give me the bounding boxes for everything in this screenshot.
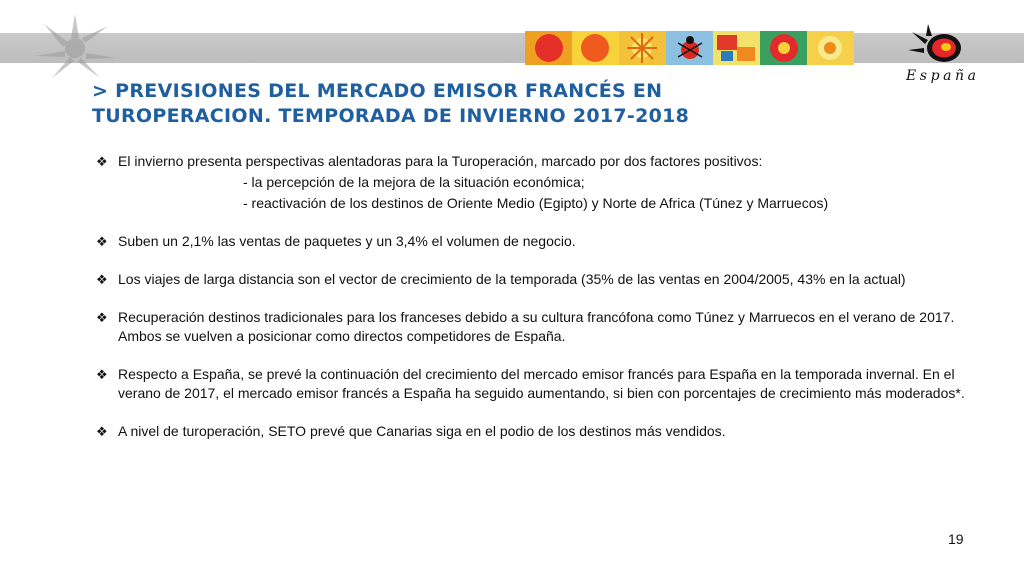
tile-squares bbox=[713, 31, 760, 65]
bullet-diamond-icon: ❖ bbox=[96, 154, 108, 169]
tile-red-circle bbox=[760, 31, 807, 65]
miro-tiles-strip bbox=[525, 31, 854, 65]
title-line-2: TUROPERACION. TEMPORADA DE INVIERNO 2017-2018 bbox=[92, 105, 690, 127]
bullet-diamond-icon: ❖ bbox=[96, 367, 108, 382]
bullet-diamond-icon: ❖ bbox=[96, 310, 108, 325]
tile-star-sun bbox=[619, 31, 666, 65]
tile-bug bbox=[666, 31, 713, 65]
bullet-diamond-icon: ❖ bbox=[96, 234, 108, 249]
list-item bbox=[96, 308, 976, 346]
bullet-text: A nivel de turoperación, SETO prevé que Canarias siga en el podio de los destinos más vendidos. bbox=[118, 423, 726, 439]
tile-orange-sun bbox=[572, 31, 619, 65]
page-number: 19 bbox=[948, 531, 964, 547]
sub-item: - reactivación de los destinos de Oriente Medio (Egipto) y Norte de Africa (Túnez y Marruecos) bbox=[243, 195, 829, 211]
list-item bbox=[96, 232, 976, 251]
logo-text: España bbox=[906, 68, 976, 84]
tile-yellow-sun bbox=[807, 31, 854, 65]
header-band bbox=[0, 33, 1024, 63]
slide-title bbox=[92, 79, 892, 129]
sun-decoration-icon bbox=[30, 10, 120, 80]
list-item bbox=[96, 152, 976, 213]
bullet-diamond-icon: ❖ bbox=[96, 272, 108, 287]
list-item bbox=[96, 422, 976, 441]
bullet-text: Los viajes de larga distancia son el vector de crecimiento de la temporada (35% de las ventas en 2004/2005, 43% en la actual) bbox=[118, 271, 906, 287]
bullet-diamond-icon: ❖ bbox=[96, 424, 108, 439]
bullet-text: Suben un 2,1% las ventas de paquetes y un 3,4% el volumen de negocio. bbox=[118, 233, 576, 249]
spain-logo-icon bbox=[900, 22, 980, 86]
list-item bbox=[96, 270, 976, 289]
list-item bbox=[96, 365, 976, 403]
tile-red-sun bbox=[525, 31, 572, 65]
bullet-text: El invierno presenta perspectivas alentadoras para la Turoperación, marcado por dos factores positivos: bbox=[118, 153, 763, 169]
sub-item: - la percepción de la mejora de la situación económica; bbox=[243, 174, 585, 190]
title-line-1: > PREVISIONES DEL MERCADO EMISOR FRANCÉS EN bbox=[92, 80, 663, 102]
bullet-list bbox=[96, 152, 976, 441]
bullet-text: Respecto a España, se prevé la continuación del crecimiento del mercado emisor francés para España en la temporada invernal. En el verano de 2017, el mercado emisor francés a España ha seguido aumentando, si bien con porcentajes de crecimiento más moderados*. bbox=[118, 366, 965, 401]
bullet-text: Recuperación destinos tradicionales para los franceses debido a su cultura francófona como Túnez y Marruecos en el verano de 2017. Ambos se vuelven a posicionar como directos competidores de España. bbox=[118, 309, 955, 344]
